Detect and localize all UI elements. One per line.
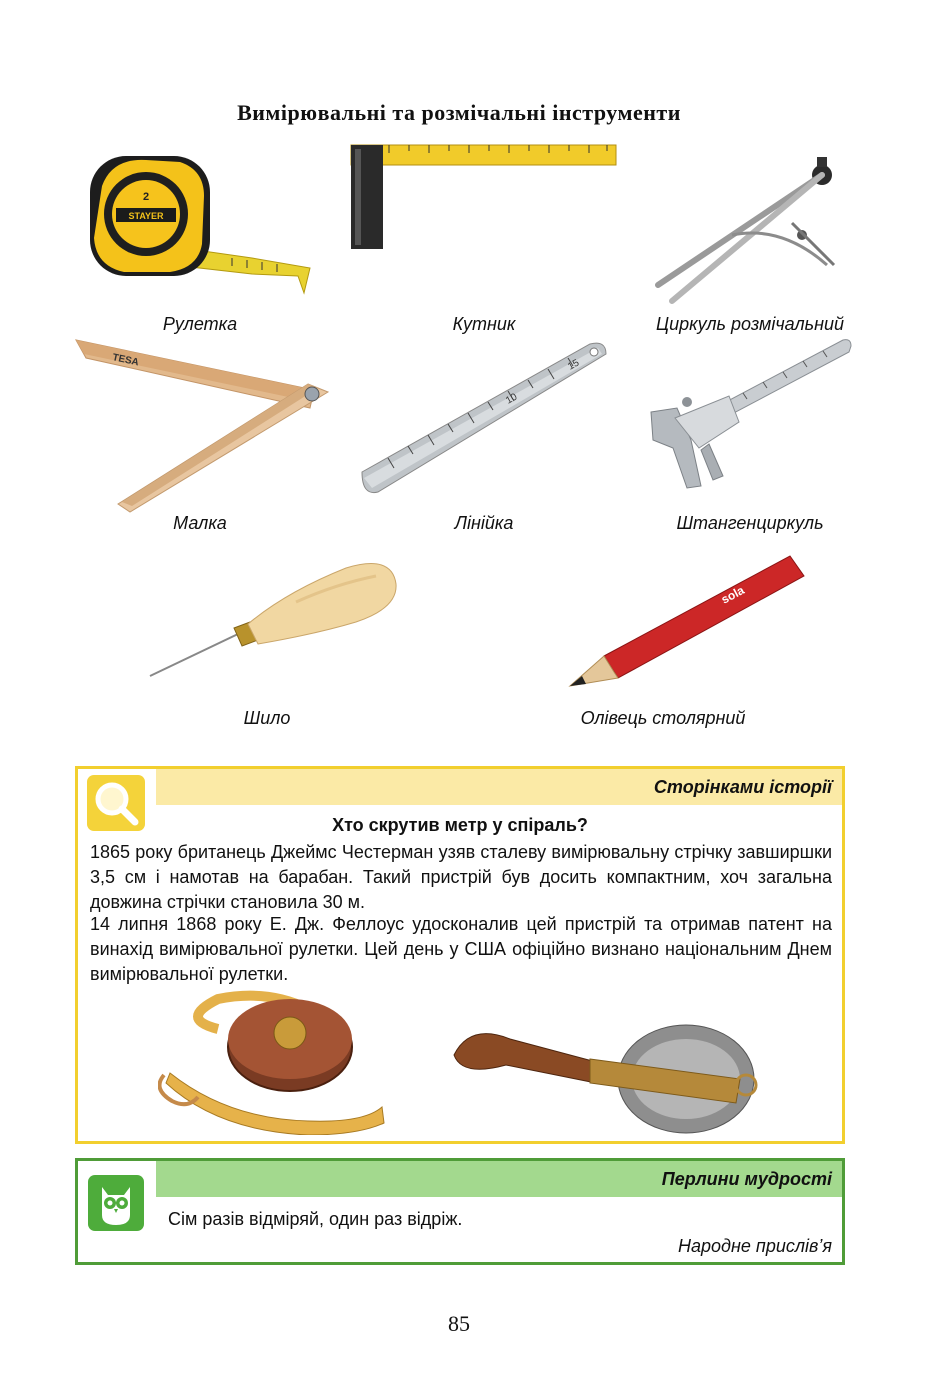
tape-measure-icon	[82, 148, 317, 300]
tool-caption-ruler: Лінійка	[454, 513, 514, 533]
steel-ruler-icon	[358, 340, 610, 498]
awl-icon	[146, 558, 400, 682]
owl-icon	[88, 1175, 144, 1231]
svg-text:2: 2	[142, 191, 150, 203]
svg-text:10: 10	[504, 391, 520, 407]
tool-caption-tape: Рулетка	[162, 314, 238, 334]
wisdom-header: Перлини мудрості	[661, 1169, 832, 1189]
history-header-band	[156, 769, 842, 805]
sliding-bevel-icon	[72, 336, 334, 514]
svg-text:TESA: TESA	[111, 352, 140, 369]
carpenter-square-icon	[349, 143, 619, 253]
page-title: Вимірювальні та розмічальні інструменти	[237, 100, 681, 125]
antique-tape-measure-icon	[158, 989, 388, 1135]
tool-caption-pencil: Олівець столярний	[580, 708, 746, 728]
history-paragraph-1: 1865 року британець Джеймс Честерман узяв сталеву вимірювальну стрічку завширшки 3,5 см і намотав на барабан. Такий пристрій був досить компактним, хоч загальна довжина стрічки становила 30 м.	[90, 842, 832, 912]
history-header: Сторінками історії	[653, 777, 832, 797]
page-number: 85	[448, 1311, 470, 1336]
carpenter-pencil-icon	[564, 552, 808, 690]
wisdom-box	[75, 1158, 845, 1265]
history-paragraph-2: 14 липня 1868 року Е. Дж. Феллоус удосконалив цей пристрій та отримав патент на винахід вимірювальної рулетки. Цей день у США офіційно визнано національним Днем вимірювальної рулетки.	[90, 914, 832, 984]
history-question: Хто скрутив метр у спіраль?	[332, 815, 588, 835]
tool-caption-caliper: Штангенциркуль	[676, 513, 824, 533]
svg-text:sola: sola	[718, 583, 747, 607]
svg-text:15: 15	[566, 357, 582, 373]
caliper-icon	[643, 336, 855, 496]
wisdom-proverb: Сім разів відміряй, один раз відріж.	[168, 1209, 463, 1229]
wisdom-source: Народне прислів’я	[678, 1236, 832, 1256]
tool-caption-dividers: Циркуль розмічальний	[655, 314, 844, 334]
svg-text:STAYER: STAYER	[128, 211, 164, 221]
tool-caption-square: Кутник	[452, 314, 516, 334]
tool-caption-awl: Шило	[243, 708, 291, 728]
tool-caption-bevel: Малка	[173, 513, 227, 533]
history-box	[75, 766, 845, 1144]
dividers-compass-icon	[652, 155, 847, 305]
crank-tape-measure-icon	[450, 999, 766, 1135]
wisdom-header-band	[156, 1161, 842, 1197]
